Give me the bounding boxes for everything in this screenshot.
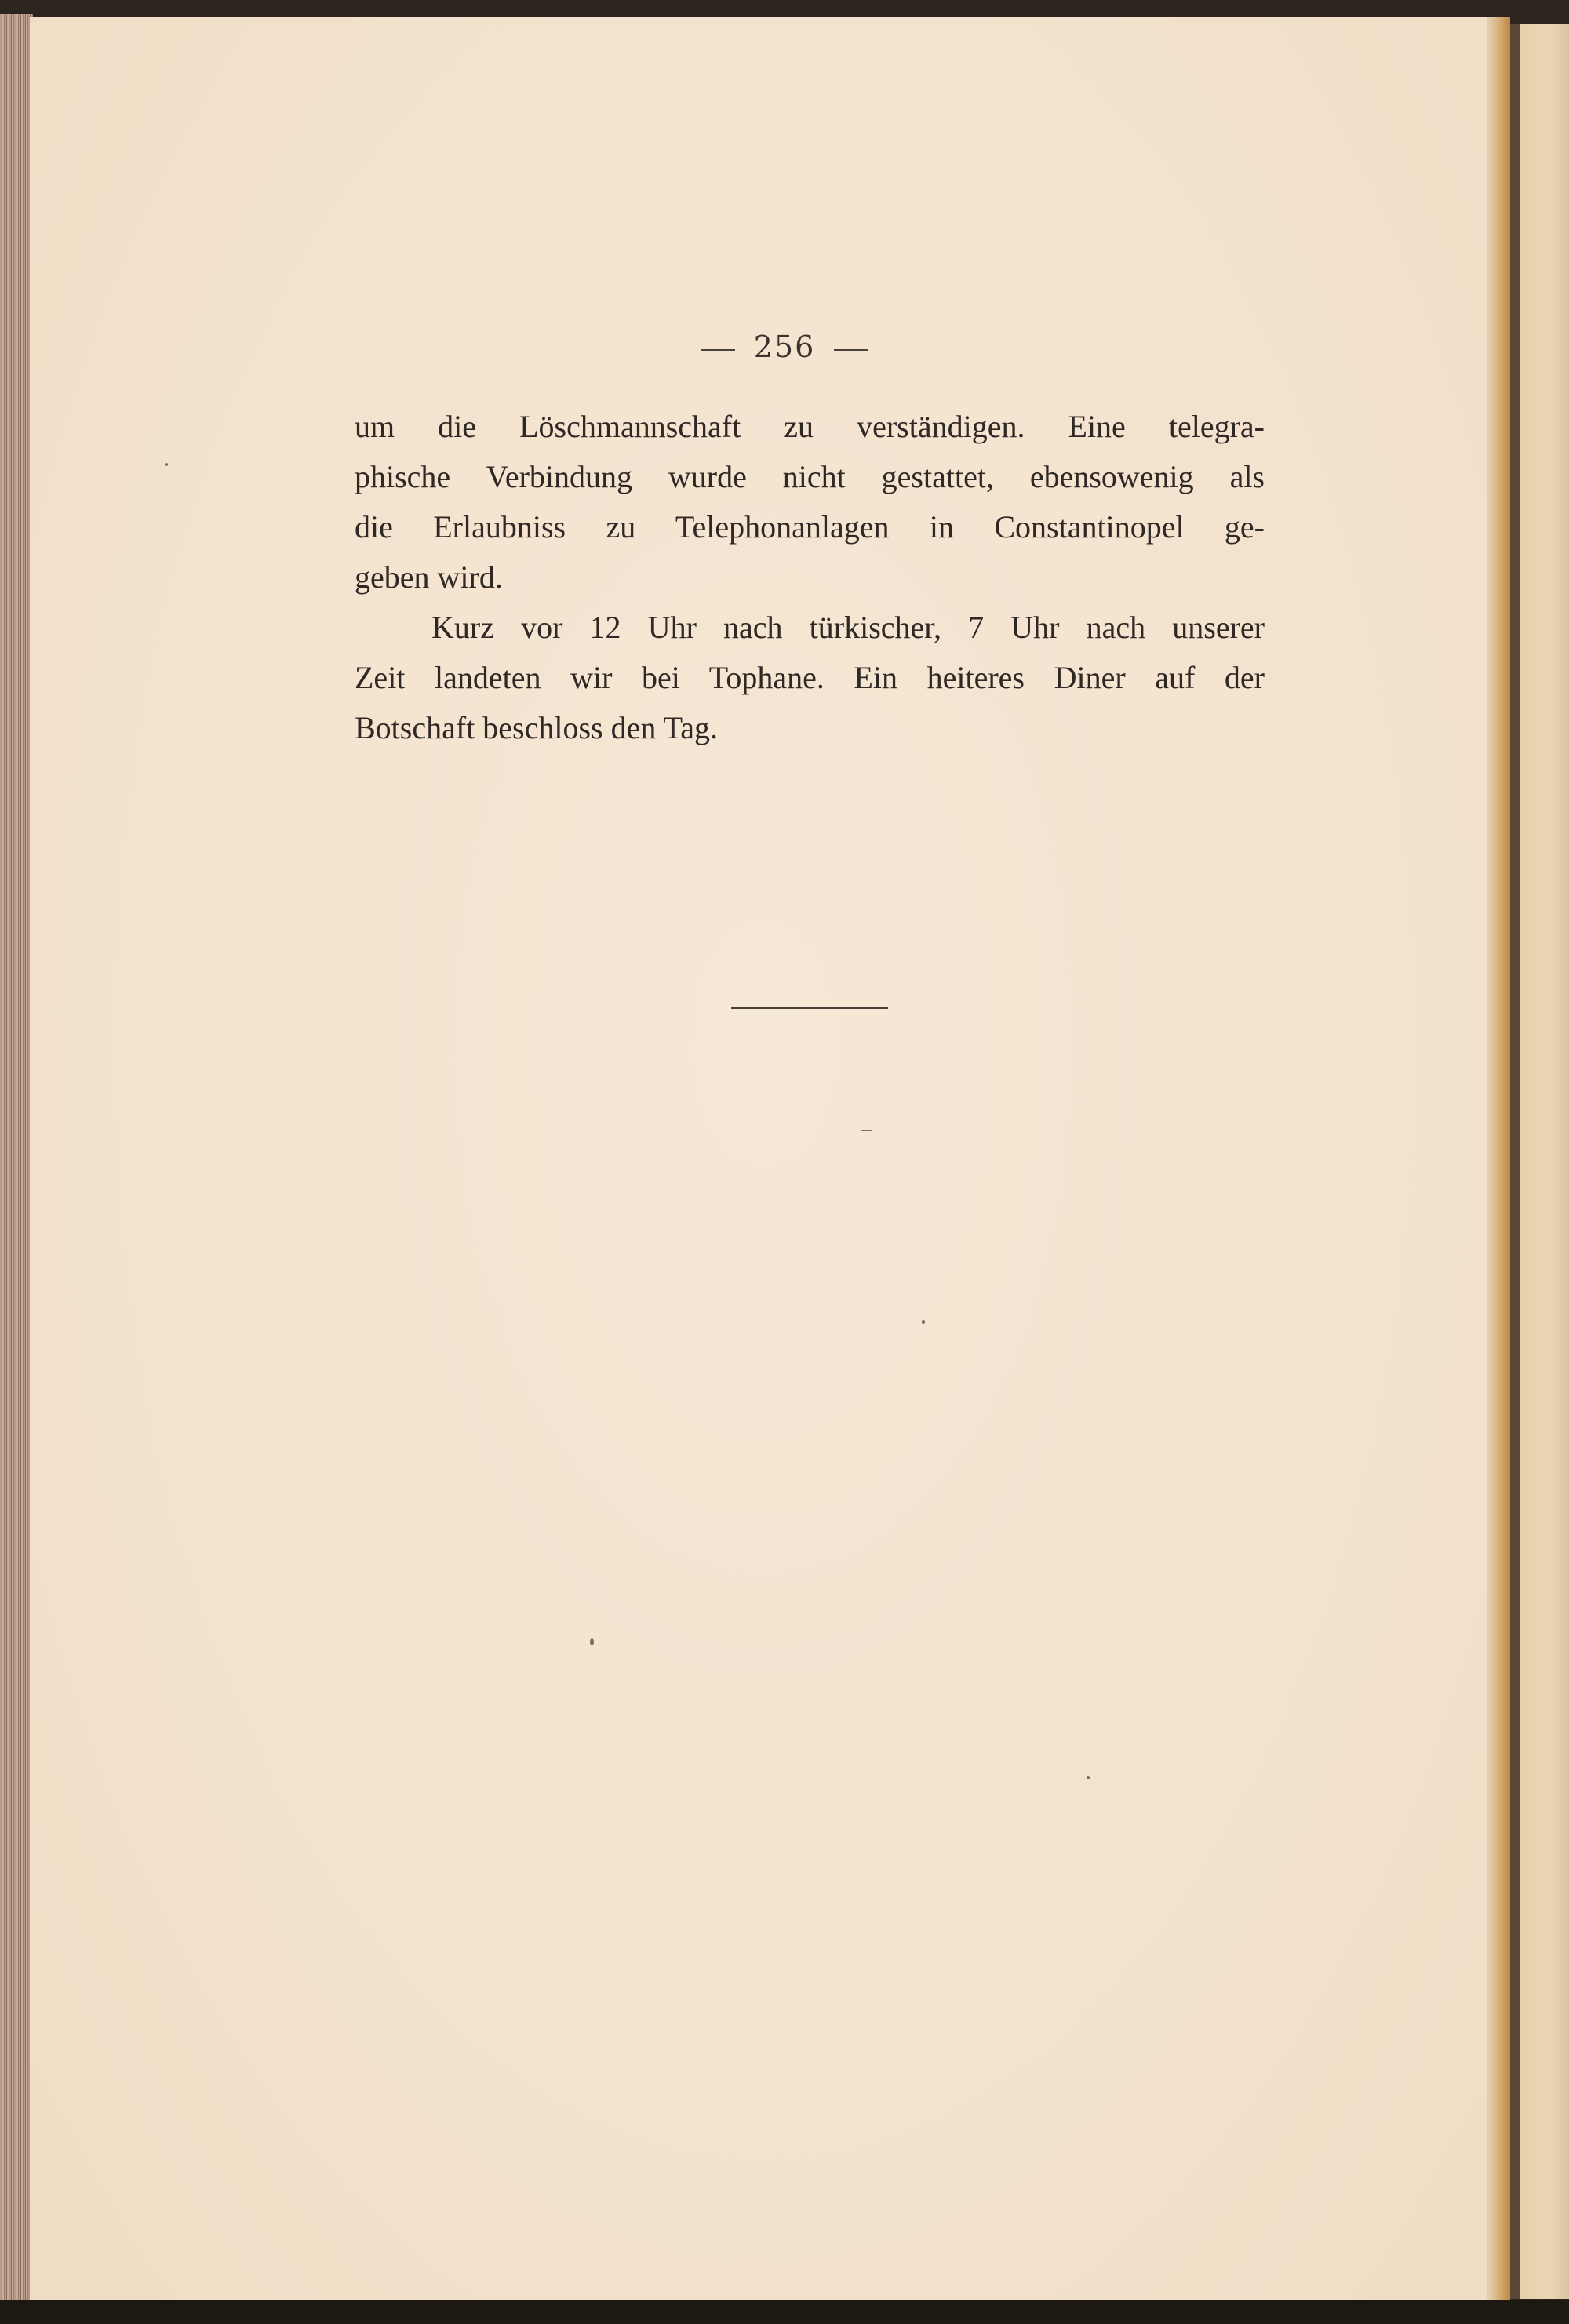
- paper-speck: [861, 1130, 872, 1131]
- paper-speck: [590, 1638, 594, 1645]
- paragraph-2: [355, 603, 1265, 753]
- text-line: die Erlaubniss zu Telephonanlagen in Constantinopel ge-: [355, 509, 1265, 545]
- binding-gap: [1510, 24, 1520, 2299]
- page-number: 256: [753, 330, 816, 364]
- text-line: geben wird.: [355, 559, 503, 595]
- body-text: [355, 402, 1265, 753]
- section-end-rule: [731, 1007, 888, 1009]
- paper-speck: [922, 1320, 925, 1324]
- header-dash-left: [701, 349, 735, 351]
- text-line: Kurz vor 12 Uhr nach türkischer, 7 Uhr nach unserer: [431, 610, 1265, 645]
- paper-speck: [165, 463, 168, 466]
- paragraph-1: [355, 402, 1265, 603]
- bottom-shadow: [0, 2300, 1569, 2324]
- header-dash-right: [834, 349, 868, 351]
- text-line: um die Löschmannschaft zu verständigen. Eine telegra-: [355, 409, 1265, 444]
- facing-page-edge: [1520, 24, 1569, 2299]
- paper-speck: [1087, 1776, 1090, 1779]
- text-line: Zeit landeten wir bei Tophane. Ein heiteres Diner auf der: [355, 660, 1265, 695]
- text-line: phische Verbindung wurde nicht gestattet, ebensowenig als: [355, 459, 1265, 494]
- text-line: Botschaft beschloss den Tag.: [355, 710, 719, 745]
- page-header: [0, 330, 1569, 364]
